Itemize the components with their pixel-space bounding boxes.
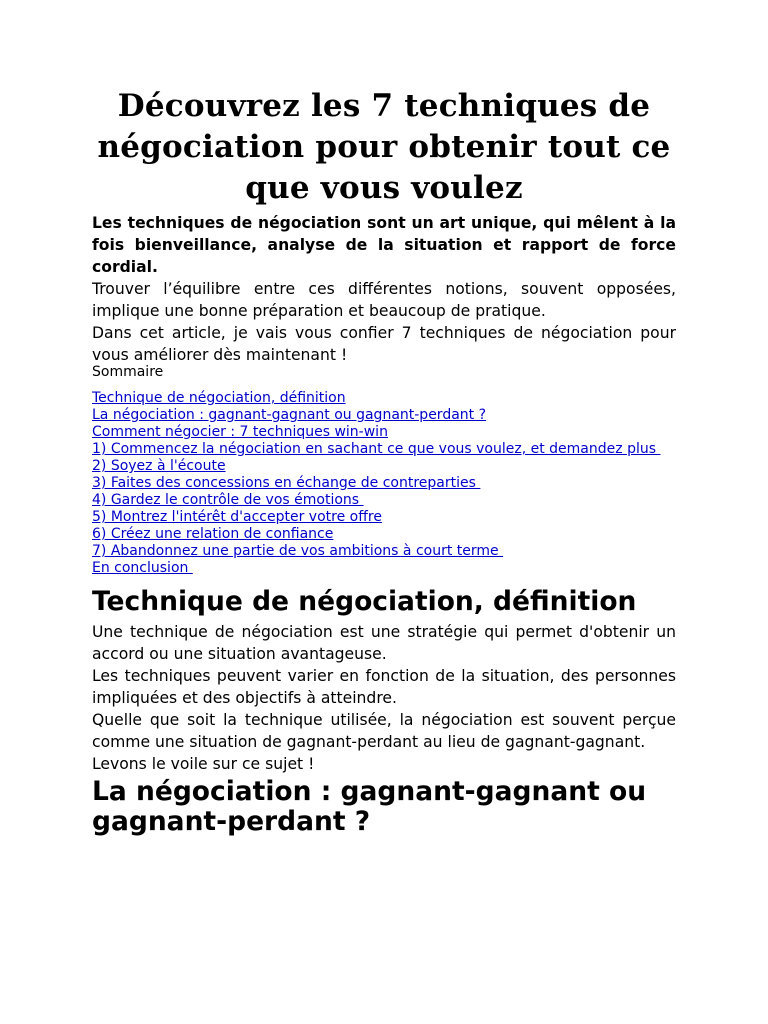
table-of-contents <box>92 390 676 577</box>
toc-item <box>92 390 676 407</box>
toc-item <box>92 424 676 441</box>
section1-paragraph-1: Une technique de négociation est une stratégie qui permet d'obtenir un accord ou une situation avantageuse. <box>92 623 676 663</box>
section1-paragraph-3: Quelle que soit la technique utilisée, la négociation est souvent perçue comme une situation de gagnant-perdant au lieu de gagnant-gagnant. <box>92 711 676 751</box>
toc-link-definition[interactable]: Technique de négociation, définition <box>92 390 346 406</box>
toc-link-comment-negocier[interactable]: Comment négocier : 7 techniques win-win <box>92 424 388 440</box>
toc-item <box>92 458 676 475</box>
intro-paragraph-3: Dans cet article, je vais vous confier 7 techniques de négociation pour vous améliorer dès maintenant ! <box>92 324 676 364</box>
toc-item <box>92 526 676 543</box>
toc-link-conclusion[interactable]: En conclusion <box>92 560 193 576</box>
toc-item <box>92 509 676 526</box>
toc-link-technique-2[interactable]: 2) Soyez à l'écoute <box>92 458 226 474</box>
intro-paragraph-2: Trouver l’équilibre entre ces différentes notions, souvent opposées, implique une bonne préparation et beaucoup de pratique. <box>92 280 676 320</box>
section-heading-definition: Technique de négociation, définition <box>92 586 637 617</box>
page-title: Découvrez les 7 techniques de négociation pour obtenir tout ce que vous voulez <box>97 88 671 206</box>
intro-paragraph: Les techniques de négociation sont un art unique, qui mêlent à la fois bienveillance, analyse de la situation et rapport de force cordial. <box>92 214 676 276</box>
toc-item <box>92 560 676 577</box>
toc-item <box>92 407 676 424</box>
toc-item <box>92 492 676 509</box>
toc-link-technique-1[interactable]: 1) Commencez la négociation en sachant ce que vous voulez, et demandez plus <box>92 441 661 457</box>
toc-item <box>92 543 676 560</box>
toc-link-technique-5[interactable]: 5) Montrez l'intérêt d'accepter votre offre <box>92 509 382 525</box>
toc-item <box>92 475 676 492</box>
toc-link-technique-6[interactable]: 6) Créez une relation de confiance <box>92 526 334 542</box>
section-heading-gagnant: La négociation : gagnant-gagnant ou gagnant-perdant ? <box>92 776 647 837</box>
toc-item <box>92 441 676 458</box>
section1-paragraph-4: Levons le voile sur ce sujet ! <box>92 755 315 773</box>
toc-link-technique-4[interactable]: 4) Gardez le contrôle de vos émotions <box>92 492 364 508</box>
section1-paragraph-2: Les techniques peuvent varier en fonction de la situation, des personnes impliquées et des objectifs à atteindre. <box>92 667 676 707</box>
toc-link-technique-7[interactable]: 7) Abandonnez une partie de vos ambitions à court terme <box>92 543 504 559</box>
toc-link-technique-3[interactable]: 3) Faites des concessions en échange de contreparties <box>92 475 481 491</box>
toc-link-gagnant[interactable]: La négociation : gagnant-gagnant ou gagnant-perdant ? <box>92 407 487 423</box>
sommaire-label: Sommaire <box>92 364 164 380</box>
document-page <box>92 86 676 841</box>
